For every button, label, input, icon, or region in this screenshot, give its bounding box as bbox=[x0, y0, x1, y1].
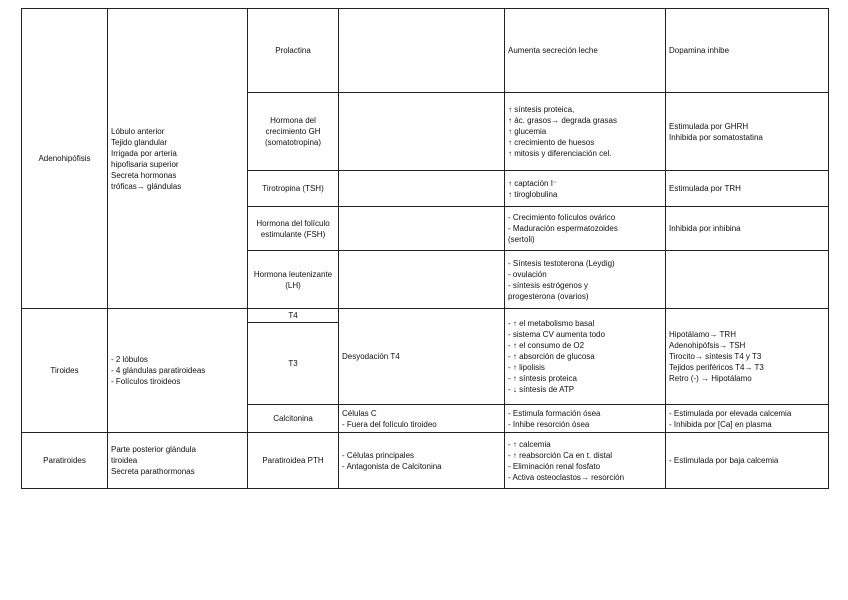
hormone-regulation: Dopamina inhibe bbox=[666, 9, 829, 93]
hormone-name: T4 bbox=[248, 309, 339, 323]
hormone-regulation: - Estimulada por baja calcemia bbox=[666, 433, 829, 489]
hormone-name: Hormona del folículo estimulante (FSH) bbox=[248, 207, 339, 251]
hormone-effects: - Estimula formación ósea - Inhibe resorción ósea bbox=[505, 405, 666, 433]
hormone-effects: - Crecimiento folículos ovárico - Maduración espermatozoides (sertoli) bbox=[505, 207, 666, 251]
hormone-regulation: Hipotálamo→ TRH Adenohipófsis→ TSH Tirocito→ síntesis T4 y T3 Tejidos periféricos T4→ T3 Retro (-) → Hipotálamo bbox=[666, 309, 829, 405]
hormone-site bbox=[339, 207, 505, 251]
hormone-name: Hormona del crecimiento GH (somatotropina) bbox=[248, 93, 339, 171]
hormone-site bbox=[339, 9, 505, 93]
hormone-effects: ↑ captación I⁻ ↑ tiroglobulina bbox=[505, 171, 666, 207]
hormone-effects: - ↑ calcemia - ↑ reabsorción Ca en t. distal - Eliminación renal fosfato - Activa osteoclastos→ resorción bbox=[505, 433, 666, 489]
hormone-site: Células C - Fuera del folículo tiroideo bbox=[339, 405, 505, 433]
gland-name: Paratiroides bbox=[22, 433, 108, 489]
hormone-regulation: Estimulada por GHRH Inhibida por somatostatina bbox=[666, 93, 829, 171]
hormone-effects: Aumenta secreción leche bbox=[505, 9, 666, 93]
hormone-effects: ↑ síntesis proteica, ↑ ác. grasos→ degrada grasas ↑ glucemia ↑ crecimiento de huesos ↑ mitosis y diferenciación cel. bbox=[505, 93, 666, 171]
gland-description: Lóbulo anterior Tejido glandular Irrigada por arteria hipofisaria superior Secreta hormonas tróficas→ glándulas bbox=[108, 9, 248, 309]
hormone-regulation bbox=[666, 251, 829, 309]
hormone-site bbox=[339, 171, 505, 207]
hormone-regulation: Estimulada por TRH bbox=[666, 171, 829, 207]
hormone-site: Desyodación T4 bbox=[339, 309, 505, 405]
hormone-regulation: Inhibida por inhibina bbox=[666, 207, 829, 251]
hormone-site bbox=[339, 251, 505, 309]
hormone-effects: - ↑ el metabolismo basal - sistema CV aumenta todo - ↑ el consumo de O2 - ↑ absorción de glucosa - ↑ lipolisis - ↑ síntesis proteica - ↓ síntesis de ATP bbox=[505, 309, 666, 405]
hormone-name: T3 bbox=[248, 323, 339, 405]
hormone-name: Prolactina bbox=[248, 9, 339, 93]
hormone-name: Calcitonina bbox=[248, 405, 339, 433]
table-row bbox=[22, 9, 829, 93]
gland-name: Tiroides bbox=[22, 309, 108, 433]
hormone-name: Hormona leutenizante (LH) bbox=[248, 251, 339, 309]
table-row bbox=[22, 309, 829, 323]
hormone-name: Paratiroidea PTH bbox=[248, 433, 339, 489]
hormone-effects: - Síntesis testoterona (Leydig) - ovulación - síntesis estrógenos y progesterona (ovarios) bbox=[505, 251, 666, 309]
gland-name: Adenohipófisis bbox=[22, 9, 108, 309]
endocrine-table bbox=[21, 8, 829, 489]
hormone-site bbox=[339, 93, 505, 171]
hormone-regulation: - Estimulada por elevada calcemia - Inhibida por [Ca] en plasma bbox=[666, 405, 829, 433]
hormone-site: - Células principales - Antagonista de Calcitonina bbox=[339, 433, 505, 489]
hormone-name: Tirotropina (TSH) bbox=[248, 171, 339, 207]
gland-description: - 2 lóbulos - 4 glándulas paratiroideas - Folículos tiroideos bbox=[108, 309, 248, 433]
table-row bbox=[22, 433, 829, 489]
gland-description: Parte posterior glándula tiroidea Secreta parathormonas bbox=[108, 433, 248, 489]
